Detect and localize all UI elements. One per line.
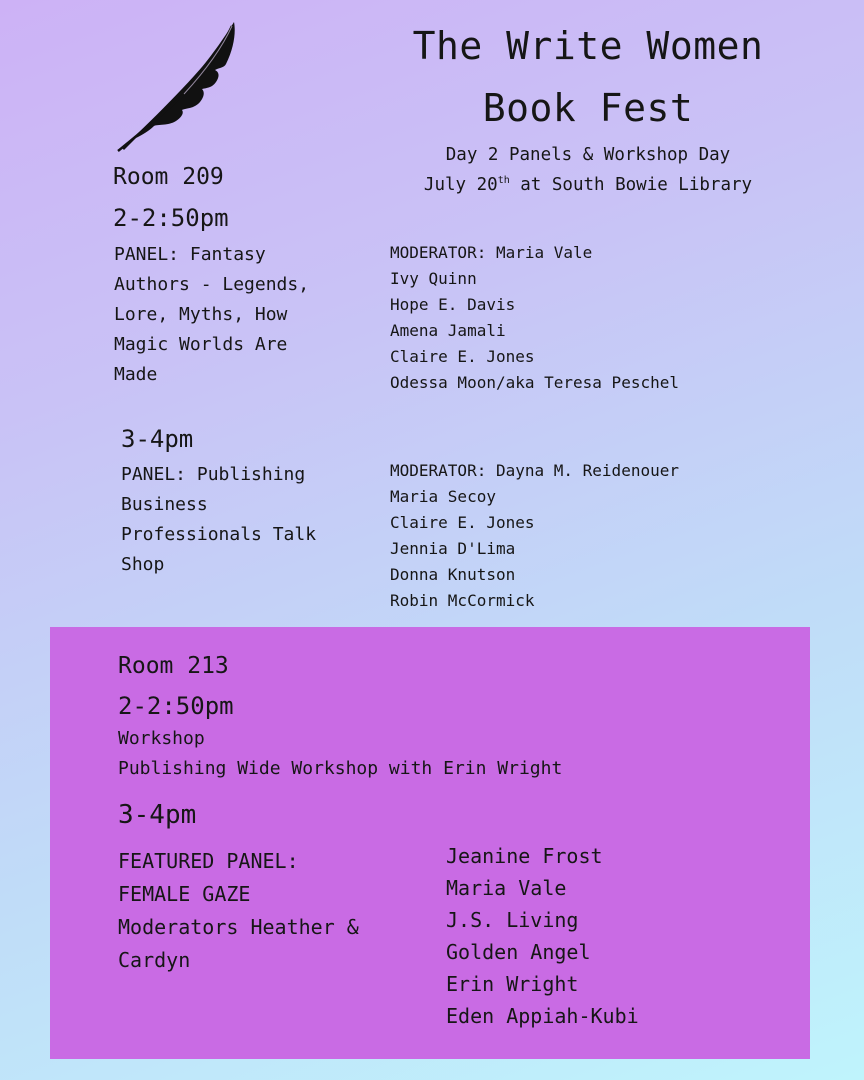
room-213-title: Room 213 — [118, 653, 229, 679]
description-line: Business — [121, 494, 208, 515]
person-name: MODERATOR: Maria Vale — [390, 243, 593, 262]
person-name: Ivy Quinn — [390, 269, 477, 288]
description-line: PANEL: Fantasy — [114, 244, 266, 265]
person-name: MODERATOR: Dayna M. Reidenouer — [390, 461, 679, 480]
person-name: Robin McCormick — [390, 591, 535, 610]
description-line: Authors - Legends, — [114, 274, 310, 295]
description-line: Cardyn — [118, 948, 191, 972]
person-name: Erin Wright — [446, 972, 579, 996]
room-209-session-1-time: 2-2:50pm — [113, 204, 229, 232]
subtitle-line-1: Day 2 Panels & Workshop Day — [445, 145, 731, 165]
person-name: Donna Knutson — [390, 565, 516, 584]
description-line: Moderators Heather & — [118, 915, 359, 939]
description-line: PANEL: Publishing — [121, 464, 306, 485]
person-name: Claire E. Jones — [390, 513, 535, 532]
description-line: FEATURED PANEL: — [118, 849, 299, 873]
room-213-session-1-description — [118, 724, 562, 784]
description-line: Publishing Wide Workshop with Erin Wright — [118, 758, 563, 779]
person-name: Jennia D'Lima — [390, 539, 516, 558]
person-name: Claire E. Jones — [390, 347, 535, 366]
room-209-session-1-description — [114, 240, 309, 390]
room-213-session-2-description — [118, 845, 359, 977]
person-name: J.S. Living — [446, 908, 579, 932]
person-name: Maria Secoy — [390, 487, 496, 506]
room-209-session-2-time: 3-4pm — [121, 425, 194, 453]
room-209-session-2-description — [121, 460, 316, 580]
person-name: Odessa Moon/aka Teresa Peschel — [390, 373, 679, 392]
description-line: Professionals Talk — [121, 524, 317, 545]
room-209-session-2-people — [390, 458, 679, 614]
person-name: Amena Jamali — [390, 321, 506, 340]
description-line: Lore, Myths, How — [114, 304, 288, 325]
room-209-title: Room 209 — [113, 164, 224, 190]
description-line: Magic Worlds Are — [114, 334, 288, 355]
subtitle-line-2: July 20th at South Bowie Library — [423, 175, 753, 195]
room-213-session-2-time: 3-4pm — [118, 800, 197, 830]
feather-icon — [114, 18, 240, 152]
person-name: Eden Appiah-Kubi — [446, 1004, 639, 1028]
person-name: Jeanine Frost — [446, 844, 603, 868]
title-line-2: Book Fest — [482, 86, 694, 130]
description-line: Workshop — [118, 728, 205, 749]
person-name: Maria Vale — [446, 876, 567, 900]
person-name: Hope E. Davis — [390, 295, 516, 314]
description-line: FEMALE GAZE — [118, 882, 251, 906]
description-line: Made — [114, 364, 158, 385]
title-line-1: The Write Women — [412, 24, 764, 68]
room-213-session-2-people — [446, 840, 639, 1032]
description-line: Shop — [121, 554, 165, 575]
room-209-session-1-people — [390, 240, 679, 396]
person-name: Golden Angel — [446, 940, 591, 964]
room-213-session-1-time: 2-2:50pm — [118, 692, 234, 720]
